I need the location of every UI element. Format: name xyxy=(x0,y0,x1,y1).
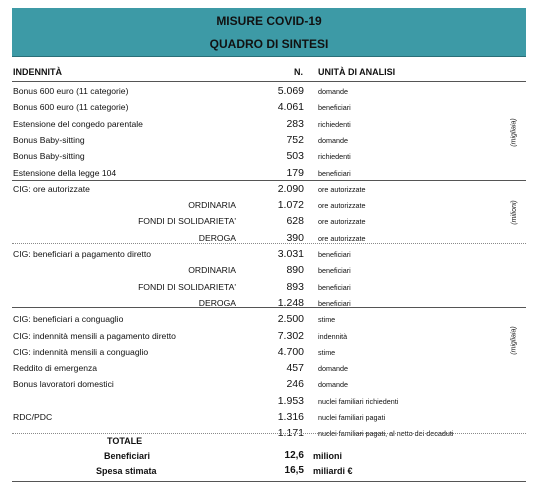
section-divider xyxy=(12,433,526,434)
row-label: RDC/PDC xyxy=(13,412,53,422)
row-unit: beneficiari xyxy=(318,103,351,113)
row-label: ORDINARIA xyxy=(188,265,236,276)
row-label: Reddito di emergenza xyxy=(13,363,98,374)
row-label: Bonus 600 euro (11 categorie) xyxy=(13,86,129,96)
row-value: 1.953 xyxy=(277,394,304,407)
row-value: 1.316 xyxy=(277,411,304,423)
row-label: FONDI DI SOLIDARIETA' xyxy=(138,281,236,292)
table-row xyxy=(0,198,540,214)
row-label: DEROGA xyxy=(198,297,236,308)
row-unit: richiedenti xyxy=(318,119,351,129)
side-note-milioni: (milioni) xyxy=(510,199,518,225)
row-value: 4.700 xyxy=(277,345,304,358)
table-row xyxy=(0,361,540,377)
table-row xyxy=(0,117,540,133)
row-value: 283 xyxy=(286,117,304,130)
section-divider xyxy=(12,180,526,181)
row-value: 2.500 xyxy=(277,313,304,326)
table-row xyxy=(0,426,540,442)
row-value: 893 xyxy=(286,280,304,293)
row-label: Bonus 600 euro (11 categorie) xyxy=(13,102,129,113)
totals-beneficiari-label: Beneficiari xyxy=(104,451,151,461)
row-label: Bonus lavoratori domestici xyxy=(13,379,114,390)
row-unit: beneficiari xyxy=(318,298,351,308)
row-label: FONDI DI SOLIDARIETA' xyxy=(138,216,236,227)
row-value: 179 xyxy=(286,166,304,179)
totals-beneficiari-unit: milioni xyxy=(313,451,342,461)
row-unit: beneficiari xyxy=(318,168,351,178)
row-label: ORDINARIA xyxy=(188,200,236,211)
row-unit: ore autorizzate xyxy=(318,233,366,243)
row-label: Bonus Baby-sitting xyxy=(13,151,85,162)
row-label: CIG: beneficiari a conguaglio xyxy=(13,314,124,325)
section-divider xyxy=(12,243,526,244)
row-label: DEROGA xyxy=(198,232,236,243)
totals-title: TOTALE xyxy=(107,436,143,446)
row-unit: ore autorizzate xyxy=(318,184,366,194)
table-row xyxy=(0,280,540,296)
row-label: Bonus Baby-sitting xyxy=(13,134,85,145)
table-row xyxy=(0,100,540,116)
row-unit: indennità xyxy=(318,331,348,341)
row-value: 752 xyxy=(286,133,304,146)
row-label: CIG: ore autorizzate xyxy=(13,183,90,194)
column-header-unita: UNITÀ DI ANALISI xyxy=(318,67,396,77)
row-unit: domande xyxy=(318,364,348,374)
row-label: CIG: indennità mensili a pagamento diretto xyxy=(13,330,176,341)
row-value: 4.061 xyxy=(277,101,304,114)
table-row xyxy=(0,263,540,279)
column-header-indennita: INDENNITÀ xyxy=(13,67,62,77)
row-unit: beneficiari xyxy=(318,266,351,276)
totals-spesa-label: Spesa stimata xyxy=(96,466,157,476)
bottom-divider xyxy=(12,481,526,482)
row-unit: nuclei familiari pagati xyxy=(318,413,386,422)
row-unit: richiedenti xyxy=(318,152,351,162)
row-value: 890 xyxy=(286,264,304,277)
row-value: 1.072 xyxy=(277,199,304,212)
side-note-migliaia-2: (migliaia) xyxy=(510,325,518,355)
row-value: 246 xyxy=(286,378,304,391)
row-unit: domande xyxy=(318,135,348,145)
title-line-2: QUADRO DI SINTESI xyxy=(209,37,329,51)
title-line-1: MISURE COVID-19 xyxy=(216,14,322,28)
table-row xyxy=(0,247,540,263)
row-unit: nuclei familiari pagati, al netto dei decaduti xyxy=(318,429,454,439)
table-row xyxy=(0,377,540,393)
title-banner xyxy=(12,8,526,57)
row-unit: nuclei familiari richiedenti xyxy=(318,396,399,406)
row-value: 390 xyxy=(286,231,304,244)
column-header-n: N. xyxy=(294,67,303,77)
row-value: 503 xyxy=(286,150,304,163)
row-value: 2.090 xyxy=(277,182,304,195)
totals-spesa-value: 16,5 xyxy=(284,465,304,476)
row-value: 457 xyxy=(286,362,304,375)
row-unit: domande xyxy=(318,380,348,390)
row-unit: domande xyxy=(318,87,348,96)
row-value: 5.069 xyxy=(277,85,304,97)
table-row xyxy=(0,410,540,426)
section-divider xyxy=(12,307,526,308)
totals-beneficiari-value: 12,6 xyxy=(284,450,304,461)
header-divider xyxy=(12,81,526,82)
row-label: CIG: indennità mensili a conguaglio xyxy=(13,346,149,357)
table-row xyxy=(0,345,540,361)
side-note-migliaia: (migliaia) xyxy=(510,117,518,147)
row-unit: beneficiari xyxy=(318,250,351,259)
row-value: 1.171 xyxy=(277,427,304,440)
row-value: 1.248 xyxy=(277,296,304,309)
row-value: 7.302 xyxy=(277,329,304,342)
row-label: Estensione del congedo parentale xyxy=(13,118,143,129)
table-row xyxy=(0,394,540,410)
table-row xyxy=(0,296,540,312)
table-row xyxy=(0,133,540,149)
table-row xyxy=(0,214,540,230)
table-row xyxy=(0,312,540,328)
table-row xyxy=(0,182,540,198)
table-row xyxy=(0,231,540,247)
row-value: 628 xyxy=(286,215,304,228)
table-row xyxy=(0,329,540,345)
row-unit: beneficiari xyxy=(318,282,351,292)
row-unit: stime xyxy=(318,347,336,357)
row-unit: stime xyxy=(318,315,336,325)
row-label: CIG: beneficiari a pagamento diretto xyxy=(13,249,152,259)
row-label: Estensione della legge 104 xyxy=(13,167,117,178)
row-unit: ore autorizzate xyxy=(318,201,366,211)
row-value: 3.031 xyxy=(277,248,304,260)
totals-spesa-unit: miliardi € xyxy=(313,466,353,476)
row-unit: ore autorizzate xyxy=(318,217,366,227)
table-row xyxy=(0,149,540,165)
table-row xyxy=(0,84,540,100)
